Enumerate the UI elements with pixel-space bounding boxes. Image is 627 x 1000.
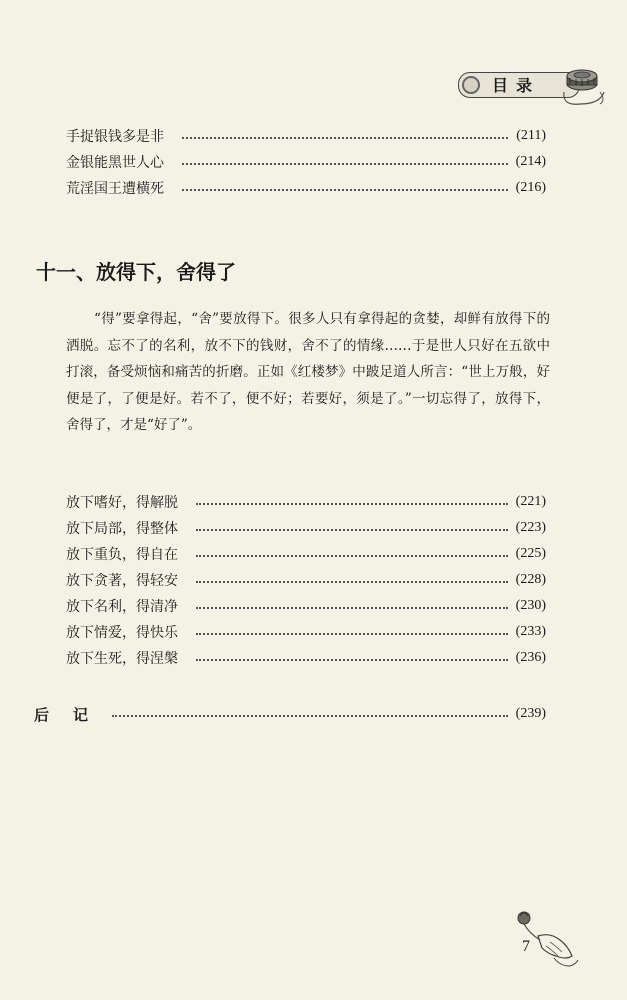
header-title: 目录 xyxy=(492,76,541,95)
circle-ornament-icon xyxy=(462,76,480,94)
toc-entry-page: (225) xyxy=(515,546,546,561)
leader-dots xyxy=(182,137,508,139)
toc-entry-title: 手捉银钱多是非 xyxy=(66,129,164,145)
toc-entry[interactable] xyxy=(66,542,546,566)
toc-entry-title: 放下情爱，得快乐 xyxy=(66,625,178,641)
leader-dots xyxy=(196,529,508,531)
toc-entry-title: 放下生死，得涅槃 xyxy=(66,651,178,667)
page-number: 7 xyxy=(522,938,530,955)
toc-entry-title: 放下嗜好，得解脱 xyxy=(66,495,178,511)
toc-entry-page: (216) xyxy=(515,180,546,195)
leader-dots xyxy=(196,633,508,635)
toc-entry-page: (221) xyxy=(515,494,546,509)
afterword-title: 后记 xyxy=(34,705,113,724)
toc-entry[interactable] xyxy=(66,124,546,148)
toc-entry[interactable] xyxy=(66,516,546,540)
toc-entry-title: 荒淫国王遭横死 xyxy=(66,181,164,197)
toc-entry-title: 放下局部，得整体 xyxy=(66,521,178,537)
toc-entry-page: (228) xyxy=(515,572,546,587)
leader-dots xyxy=(196,659,508,661)
section-intro-paragraph: “得”要拿得起，“舍”要放得下。很多人只有拿得起的贪婪，却鲜有放得下的洒脱。忘不了的名利，放不下的钱财，舍不了的情缘……于是世人只好在五欲中打滚，备受烦恼和痛苦的折磨。正如《红楼梦》中跛足道人所言：“世上万般，好便是了，了便是好。若不了，便不好；若要好，须是了。”一切忘得了，放得下，舍得了，才是“好了”。 xyxy=(66,311,550,433)
toc-entry-page: (236) xyxy=(515,650,546,665)
toc-entry-title: 放下名利，得清净 xyxy=(66,599,178,615)
toc-entry-page: (233) xyxy=(515,624,546,639)
toc-entry-page: (223) xyxy=(515,520,546,535)
leader-dots xyxy=(182,189,508,191)
toc-entry[interactable] xyxy=(66,176,546,200)
leader-dots xyxy=(182,163,508,165)
toc-entry[interactable] xyxy=(66,490,546,514)
toc-entry-title: 金银能黑世人心 xyxy=(66,155,164,171)
toc-entry-page: (211) xyxy=(516,128,546,143)
toc-entry-page: (230) xyxy=(515,598,546,613)
toc-entry-title: 放下贪著，得轻安 xyxy=(66,573,178,589)
hand-flower-ornament-icon xyxy=(510,906,582,970)
toc-entry[interactable] xyxy=(66,150,546,174)
toc-entry[interactable] xyxy=(66,646,546,670)
toc-entry[interactable] xyxy=(66,568,546,592)
toc-entry-title: 放下重负，得自在 xyxy=(66,547,178,563)
leader-dots xyxy=(196,607,508,609)
leader-dots xyxy=(196,503,508,505)
toc-entry-afterword[interactable] xyxy=(34,702,546,726)
leader-dots xyxy=(112,715,508,717)
leader-dots xyxy=(196,555,508,557)
jade-seal-ornament-icon xyxy=(560,62,606,108)
toc-entry-page: (214) xyxy=(515,154,546,169)
section-heading: 十一、放得下，舍得了 xyxy=(36,260,236,284)
afterword-page: (239) xyxy=(515,706,546,721)
toc-entry[interactable] xyxy=(66,594,546,618)
toc-entry[interactable] xyxy=(66,620,546,644)
leader-dots xyxy=(196,581,508,583)
